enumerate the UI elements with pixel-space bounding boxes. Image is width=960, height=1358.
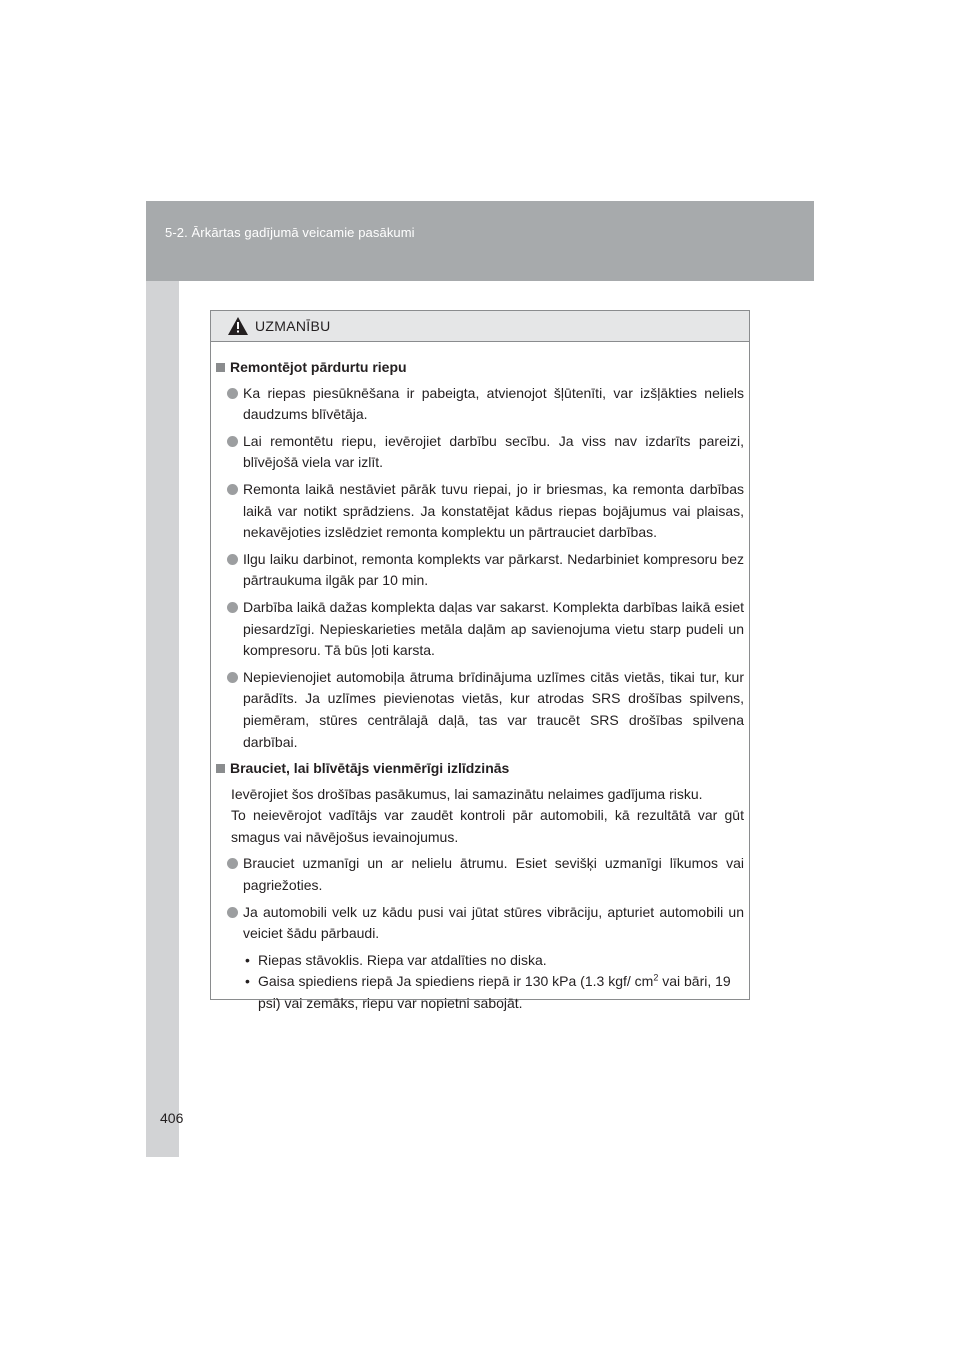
circle-bullet-icon bbox=[227, 672, 238, 683]
bullet-item bbox=[216, 431, 744, 474]
circle-bullet-icon bbox=[227, 484, 238, 495]
pressure-text-before: Gaisa spiediens riepā Ja spiediens riepā ir 130 kPa (1.3 kgf/ cm bbox=[258, 973, 654, 990]
section-heading-text: Remontējot pārdurtu riepu bbox=[230, 359, 407, 375]
bullet-text: Ja automobili velk uz kādu pusi vai jūtat stūres vibrāciju, apturiet automobili un veiciet šādu pārbaudi. bbox=[243, 903, 744, 942]
circle-bullet-icon bbox=[227, 907, 238, 918]
page-number: 406 bbox=[160, 1110, 184, 1126]
bullet-text: Ka riepas piesūknēšana ir pabeigta, atvienojot šļūtenīti, var izšļākties neliels daudzums blīvētāja. bbox=[243, 384, 744, 423]
bullet-text: Nepievienojiet automobiļa ātruma brīdinājuma uzlīmes citās vietās, tikai tur, kur parādīts. Ja uzlīmes pievienotas vietās, kur atrodas SRS drošības spilvens, piemēram, stūres centrālajā daļā, tas var traucēt SRS drošības spilvena darbībai. bbox=[243, 668, 744, 750]
bullet-text: Ilgu laiku darbinot, remonta komplekts var pārkarst. Nedarbiniet kompresoru bez pārtraukuma ilgāk par 10 min. bbox=[243, 550, 744, 589]
section-heading bbox=[216, 758, 744, 780]
side-strip bbox=[146, 201, 179, 1157]
bullet-item bbox=[216, 667, 744, 753]
caution-body bbox=[211, 343, 749, 1015]
bullet-item bbox=[216, 383, 744, 426]
caution-title: UZMANĪBU bbox=[255, 318, 331, 334]
section-heading bbox=[216, 357, 744, 379]
sub-bullet-text: Riepas stāvoklis. Riepa var atdalīties no diska. bbox=[258, 951, 547, 968]
square-marker-icon bbox=[216, 764, 225, 773]
caution-header bbox=[211, 311, 749, 342]
sub-bullet-item: • Gaisa spiediens riepā Ja spiediens riepā ir 130 kPa (1.3 kgf/ $cm^2$ vai bāri, 19 psi) vai zemāks, riepu var nopietni sabojāt. bbox=[245, 972, 731, 1012]
bullet-item bbox=[216, 479, 744, 544]
circle-bullet-icon bbox=[227, 388, 238, 399]
caution-box bbox=[210, 310, 750, 1012]
bullet-text: Remonta laikā nestāviet pārāk tuvu riepai, jo ir briesmas, ka remonta darbības laikā var notikt sprādziens. Ja konstatējat kādus riepas bojājumus vai plaisas, nekavējoties izslēdziet remonta komplektu un pārtrauciet darbības. bbox=[243, 480, 744, 541]
section-heading-text: Brauciet, lai blīvētājs vienmērīgi izlīdzinās bbox=[230, 760, 510, 777]
circle-bullet-icon bbox=[227, 602, 238, 613]
bullet-text: Brauciet uzmanīgi un ar nelielu ātrumu. Esiet sevišķi uzmanīgi līkumos vai pagriežoties. bbox=[243, 855, 744, 894]
intro-paragraph: To neievērojot vadītājs var zaudēt kontroli pār automobili, kā rezultātā var gūt smagus vai nāvējošus ievainojumus. bbox=[231, 807, 744, 845]
pressure-text-after: vai bāri, 19 psi) vai zemāks, riepu var nopietni sabojāt. bbox=[258, 973, 731, 1012]
warning-triangle-icon bbox=[227, 316, 249, 336]
bullet-item bbox=[216, 902, 744, 945]
circle-bullet-icon bbox=[227, 858, 238, 869]
sub-bullet-item: • Riepas stāvoklis. Riepa var atdalīties no diska. bbox=[245, 951, 547, 968]
bullet-text: Lai remontētu riepu, ievērojiet darbību secību. Ja viss nav izdarīts pareizi, blīvējošā viela var izlīt. bbox=[243, 432, 744, 471]
circle-bullet-icon bbox=[227, 436, 238, 447]
bullet-item bbox=[216, 597, 744, 662]
bullet-item bbox=[216, 853, 744, 896]
intro-paragraph: Ievērojiet šos drošības pasākumus, lai samazinātu nelaimes gadījuma risku. bbox=[231, 785, 703, 802]
superscript: 2 bbox=[653, 972, 659, 983]
bullet-item bbox=[216, 549, 744, 592]
circle-bullet-icon bbox=[227, 554, 238, 565]
square-marker-icon bbox=[216, 363, 225, 372]
section-title: 5-2. Ārkārtas gadījumā veicamie pasākumi bbox=[165, 225, 415, 240]
bullet-text: Darbība laikā dažas komplekta daļas var sakarst. Komplekta darbības laikā esiet piesardzīgi. Nepieskarieties metāla daļām ap savienojuma vietu starp pudeli un kompresoru. Tā būs ļoti karsta. bbox=[243, 598, 744, 659]
chapter-header-band bbox=[146, 201, 814, 281]
